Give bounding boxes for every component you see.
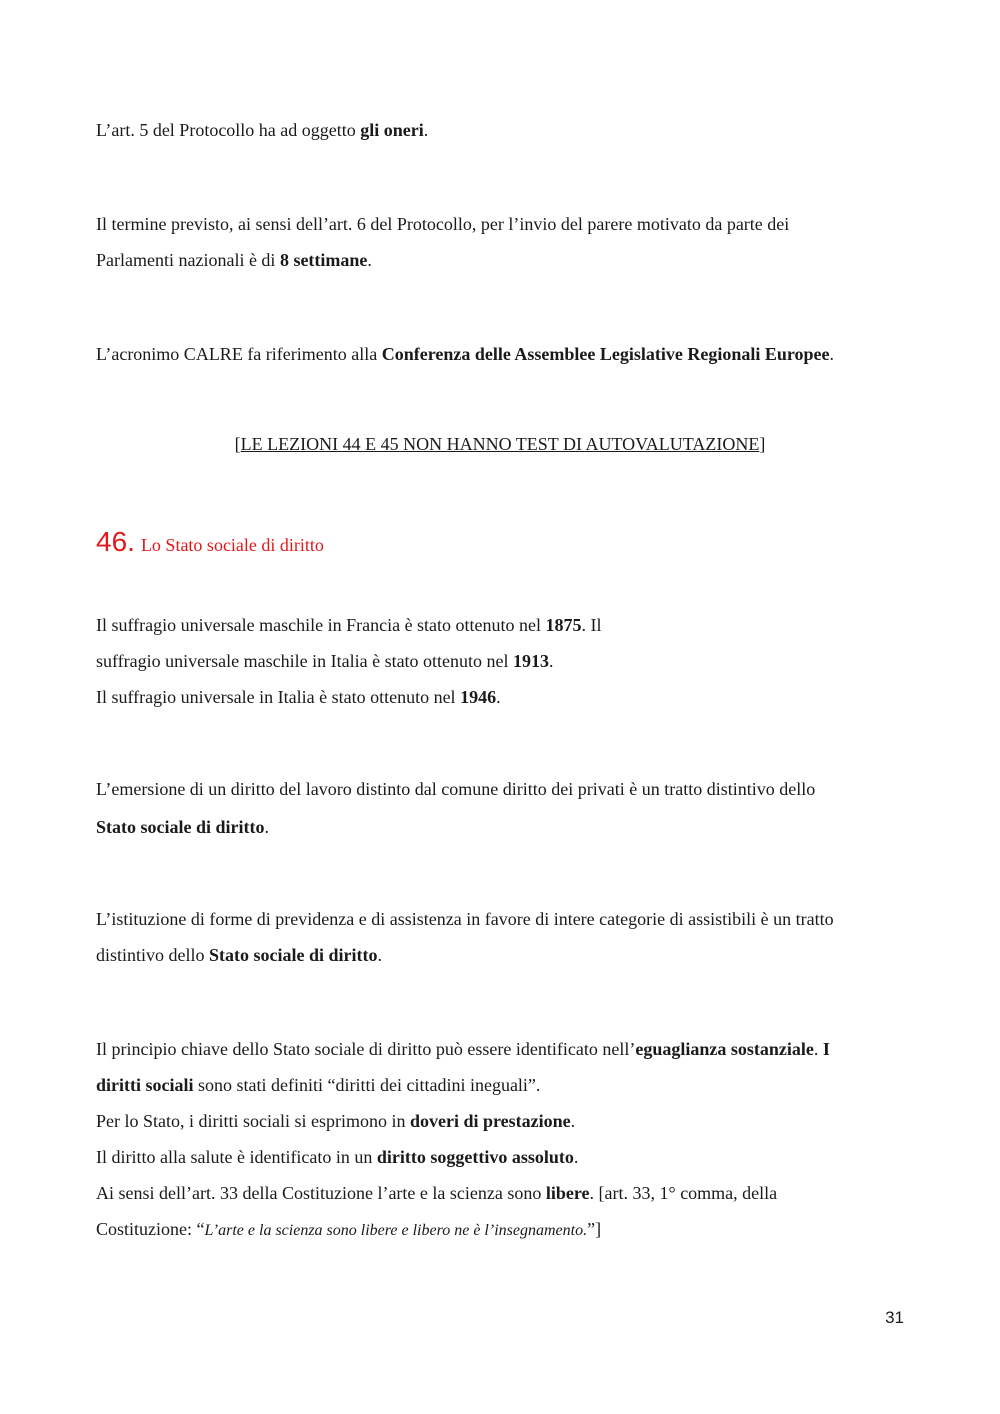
paragraph-termine-line2: Parlamenti nazionali è di 8 settimane. — [96, 250, 372, 270]
lessons-notice: [LE LEZIONI 44 E 45 NON HANNO TEST DI AUTOVALUTAZIONE] — [234, 434, 766, 454]
paragraph-suffragio-line3: Il suffragio universale in Italia è stato ottenuto nel 1946. — [96, 687, 501, 707]
section-heading — [96, 526, 324, 558]
paragraph-calre: L’acronimo CALRE fa riferimento alla Conferenza delle Assemblee Legislative Regionali Europee. — [96, 344, 835, 364]
paragraph-suffragio-line1: Il suffragio universale maschile in Francia è stato ottenuto nel 1875. Il — [96, 615, 602, 635]
section-number: 46. — [96, 526, 135, 557]
paragraph-principio-line1: Il principio chiave dello Stato sociale di diritto può essere identificato nell’eguaglianza sostanziale. I — [96, 1039, 830, 1059]
paragraph-suffragio-line2: suffragio universale maschile in Italia è stato ottenuto nel 1913. — [96, 651, 554, 671]
paragraph-principio-line5: Ai sensi dell’art. 33 della Costituzione l’arte e la scienza sono libere. [art. 33, 1° comma, della — [96, 1183, 778, 1203]
paragraph-lavoro-line1: L’emersione di un diritto del lavoro distinto dal comune diritto dei privati è un tratto distintivo dello — [96, 779, 816, 799]
paragraph-art5: L’art. 5 del Protocollo ha ad oggetto gli oneri. — [96, 120, 429, 140]
section-title: Lo Stato sociale di diritto — [140, 535, 324, 555]
paragraph-previdenza-line1: L’istituzione di forme di previdenza e di assistenza in favore di intere categorie di assistibili è un tratto — [96, 909, 834, 929]
paragraph-principio-line3: Per lo Stato, i diritti sociali si esprimono in doveri di prestazione. — [96, 1111, 576, 1131]
paragraph-principio-line4: Il diritto alla salute è identificato in un diritto soggettivo assoluto. — [96, 1147, 579, 1167]
paragraph-principio-line6: Costituzione: “L’arte e la scienza sono libere e libero ne è l’insegnamento.”] — [96, 1219, 602, 1239]
paragraph-principio-line2: diritti sociali sono stati definiti “diritti dei cittadini ineguali”. — [96, 1075, 541, 1095]
paragraph-lavoro-line2: Stato sociale di diritto. — [96, 817, 269, 837]
paragraph-previdenza-line2: distintivo dello Stato sociale di diritto. — [96, 945, 383, 965]
paragraph-termine-line1: Il termine previsto, ai sensi dell’art. 6 del Protocollo, per l’invio del parere motivato da parte dei — [96, 214, 790, 234]
page-number: 31 — [885, 1308, 904, 1327]
